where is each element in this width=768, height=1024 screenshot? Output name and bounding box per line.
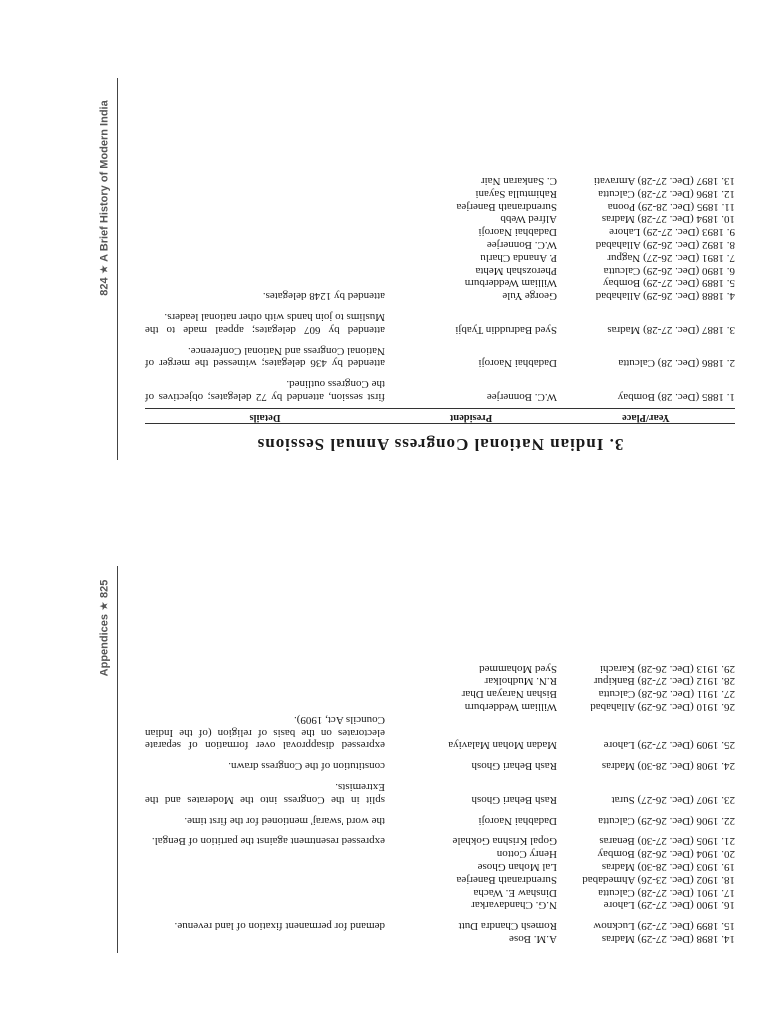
- year-place: 18. 1902 (Dec. 23-26) Ahmedabad: [582, 873, 735, 886]
- president: Dinshaw E. Wacha: [473, 886, 557, 899]
- page-824-content: [145, 174, 735, 460]
- table-row: [145, 759, 735, 772]
- year-place: 9. 1893 (Dec. 27-29) Lahore: [609, 226, 735, 239]
- president: William Wedderburn: [464, 277, 557, 290]
- details: attended by 1248 delegates.: [262, 290, 385, 303]
- year-place: 2. 1886 (Dec. 28) Calcutta: [618, 357, 735, 370]
- president: A.M. Bose: [509, 933, 557, 945]
- president: W.C. Bonnerjee: [486, 239, 557, 252]
- president: C. Sankaran Nair: [480, 175, 557, 188]
- president: Madan Mohan Malaviya: [448, 739, 557, 752]
- table-row: [145, 238, 735, 251]
- column-header-year-place: Year/Place: [622, 412, 670, 423]
- running-head-text: 824 ★ A Brief History of Modern India: [98, 100, 111, 296]
- president: Lal Mohan Ghose: [477, 861, 557, 874]
- president: Surendranath Banerjea: [456, 873, 557, 886]
- president: R.N. Mudholkar: [484, 675, 557, 688]
- table-row: [145, 814, 735, 827]
- running-head-rule: [117, 78, 118, 460]
- year-place: 15. 1899 (Dec. 27-29) Lucknow: [593, 920, 735, 933]
- page-825-content: [145, 662, 735, 945]
- table-row: [145, 873, 735, 886]
- details: [145, 200, 385, 213]
- year-place: 3. 1887 (Dec. 27-28) Madras: [607, 323, 735, 336]
- details: [145, 860, 385, 873]
- details: [145, 662, 385, 675]
- president: Dadabhai Naoroji: [478, 226, 557, 239]
- year-place: 23. 1907 (Dec. 26-27) Surat: [611, 793, 735, 806]
- president: Bishan Narayan Dhar: [461, 688, 557, 701]
- details: constitution of the Congress drawn.: [228, 760, 385, 773]
- year-place: 29. 1913 (Dec. 26-28) Karachi: [599, 662, 735, 675]
- president: Rash Behari Ghosh: [471, 760, 557, 773]
- table-row: [145, 780, 735, 806]
- running-head-825: [95, 566, 113, 953]
- details: demand for permanent fixation of land revenue.: [174, 920, 385, 933]
- year-place: 14. 1898 (Dec. 27-29) Madras: [601, 933, 735, 945]
- year-place: 21. 1905 (Dec. 27-30) Benaras: [599, 835, 735, 848]
- year-place: 5. 1889 (Dec. 27-29) Bombay: [603, 277, 735, 290]
- table-row: [145, 289, 735, 302]
- details: [145, 687, 385, 700]
- table-row: [145, 886, 735, 899]
- president: Syed Badruddin Tyabji: [455, 323, 557, 336]
- year-place: 22. 1906 (Dec. 26-29) Calcutta: [598, 814, 735, 827]
- details: [145, 225, 385, 238]
- president: Henry Cotton: [496, 848, 557, 861]
- year-place: 4. 1888 (Dec. 26-29) Allahabad: [595, 290, 735, 303]
- table-row: [145, 687, 735, 700]
- table-row: [145, 847, 735, 860]
- table-top-rule: [145, 423, 735, 424]
- running-head-824: [95, 78, 113, 460]
- year-place: 27. 1911 (Dec. 26-28) Calcutta: [598, 688, 735, 701]
- year-place: 20. 1904 (Dec. 26-28) Bombay: [597, 848, 735, 861]
- table-row: [145, 225, 735, 238]
- president: W.C. Bonnerjee: [486, 391, 557, 403]
- table-row: [145, 377, 735, 403]
- running-head-text: Appendices ★ 825: [98, 579, 111, 677]
- table-row: [145, 174, 735, 187]
- table-row: [145, 277, 735, 290]
- table-row: [145, 200, 735, 213]
- year-place: 8. 1892 (Dec. 26-29) Allahabad: [595, 239, 735, 252]
- details: [145, 700, 385, 713]
- details: first session, attended by 72 delegates; objectives of the Congress outlined.: [145, 378, 385, 403]
- table-row: [145, 919, 735, 932]
- president: Surendranath Banerjea: [456, 200, 557, 213]
- details: [145, 277, 385, 290]
- president: Rash Behari Ghosh: [471, 793, 557, 806]
- year-place: 13. 1897 (Dec. 27-28) Amravati: [593, 175, 735, 188]
- year-place: 28. 1912 (Dec. 27-28) Bankipur: [593, 675, 735, 688]
- president: Gopal Krishna Gokhale: [452, 835, 557, 848]
- details: [145, 174, 385, 187]
- year-place: 11. 1895 (Dec. 28-29) Poona: [607, 200, 735, 213]
- president: P. Ananda Charlu: [480, 251, 557, 264]
- table-row: [145, 344, 735, 370]
- section-title: 3. Indian National Congress Annual Sessions: [256, 435, 624, 454]
- details: [145, 251, 385, 264]
- president: George Yule: [502, 290, 557, 303]
- details: split in the Congress into the Moderates and the Extremists.: [145, 781, 385, 806]
- details: [145, 873, 385, 886]
- table-row: [145, 310, 735, 336]
- details: attended by 607 delegates; appeal made to the Muslims to join hands with other national leaders.: [145, 311, 385, 336]
- year-place: 25. 1909 (Dec. 27-29) Lahore: [603, 739, 735, 752]
- president: Romesh Chandra Dutt: [458, 920, 557, 933]
- details: [145, 238, 385, 251]
- details: [145, 675, 385, 688]
- year-place: 26. 1910 (Dec. 26-29) Allahabad: [590, 701, 735, 714]
- year-place: 19. 1903 (Dec. 28-30) Madras: [601, 861, 735, 874]
- table-row: [145, 675, 735, 688]
- president: Pherozshah Mehta: [475, 264, 557, 277]
- details: [145, 847, 385, 860]
- year-place: 6. 1890 (Dec. 26-29) Calcutta: [603, 264, 735, 277]
- year-place: 7. 1891 (Dec. 26-27) Nagpur: [607, 251, 735, 264]
- details: expressed disapproval over formation of separate electorates on the basis of religion (of the Indian Councils Act, 1909).: [145, 713, 385, 752]
- year-place: 12. 1896 (Dec. 27-28) Calcutta: [598, 187, 735, 200]
- details: [145, 932, 385, 945]
- table-row: [145, 932, 735, 945]
- table-row: [145, 700, 735, 713]
- table-row: [145, 251, 735, 264]
- president: N.G. Chandavarkar: [471, 899, 557, 912]
- table-row: [145, 662, 735, 675]
- page-825: [95, 566, 735, 953]
- president: Alfred Webb: [500, 213, 557, 226]
- details: [145, 187, 385, 200]
- table-row: [145, 264, 735, 277]
- year-place: 16. 1900 (Dec. 27-29) Lahore: [603, 899, 735, 912]
- details: expressed resentment against the partition of Bengal.: [151, 835, 385, 848]
- year-place: 1. 1885 (Dec. 28) Bombay: [617, 391, 735, 403]
- table-row: [145, 213, 735, 226]
- table-row: [145, 187, 735, 200]
- table-row: [145, 713, 735, 751]
- running-head-rule: [117, 566, 118, 953]
- details: the word 'swaraj' mentioned for the first time.: [184, 814, 385, 827]
- year-place: 10. 1894 (Dec. 27-28) Madras: [601, 213, 735, 226]
- president: Rahimtulla Sayani: [475, 187, 557, 200]
- president: Syed Mohammed: [479, 662, 557, 675]
- page-824: [95, 78, 735, 460]
- details: [145, 213, 385, 226]
- year-place: 24. 1908 (Dec. 28-30) Madras: [601, 760, 735, 773]
- president: William Wedderburn: [464, 701, 557, 714]
- column-header-details: Details: [249, 412, 281, 423]
- president: Dadabhai Naoroji: [478, 814, 557, 827]
- details: [145, 899, 385, 912]
- table-header: [145, 408, 735, 423]
- column-header-president: President: [449, 412, 493, 423]
- year-place: 17. 1901 (Dec. 27-28) Calcutta: [598, 886, 735, 899]
- table-row: [145, 835, 735, 848]
- details: [145, 264, 385, 277]
- table-row: [145, 860, 735, 873]
- details: [145, 886, 385, 899]
- president: Dadabhai Naoroji: [478, 357, 557, 370]
- details: attended by 436 delegates; witnessed the merger of National Congress and National Conference.: [145, 344, 385, 370]
- table-row: [145, 899, 735, 912]
